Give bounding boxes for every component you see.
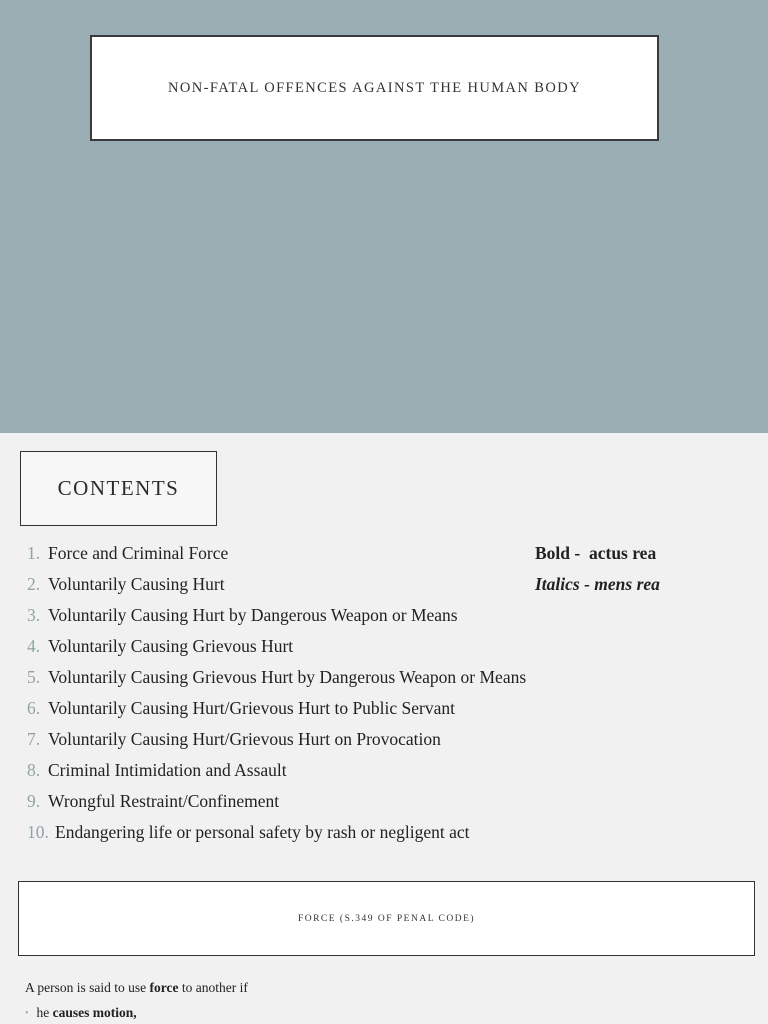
force-title-box: [18, 881, 755, 956]
list-item-number: 4.: [27, 636, 41, 656]
bullet-item: [25, 1005, 137, 1021]
list-item-text: Voluntarily Causing Hurt by Dangerous Weapon or Means: [48, 605, 458, 625]
list-item-number: 6.: [27, 698, 41, 718]
list-item-number: 10.: [27, 822, 49, 842]
bullet-text: he: [36, 1005, 53, 1020]
list-item-text: Voluntarily Causing Hurt/Grievous Hurt to Public Servant: [48, 698, 456, 718]
list-item-text: Voluntarily Causing Grievous Hurt: [48, 636, 294, 656]
bullet-bold-text: causes motion,: [52, 1005, 137, 1020]
slide-title: NON-FATAL OFFENCES AGAINST THE HUMAN BODY: [168, 79, 581, 96]
legend-bold: Bold - actus rea: [535, 543, 657, 563]
bullet-dot-icon: •: [25, 1008, 29, 1019]
legend-italic: Italics - mens rea: [535, 574, 660, 594]
list-item-text: Wrongful Restraint/Confinement: [48, 791, 280, 811]
list-item-text: Endangering life or personal safety by rash or negligent act: [55, 822, 470, 842]
paragraph-text-end: to another if: [178, 980, 248, 995]
title-box: [90, 35, 659, 141]
force-title: FORCE (S.349 OF PENAL CODE): [297, 913, 476, 924]
list-item-number: 2.: [27, 574, 41, 594]
list-item-number: 3.: [27, 605, 41, 625]
list-item-text: Force and Criminal Force: [48, 543, 229, 563]
contents-heading: CONTENTS: [57, 476, 180, 500]
list-item-number: 8.: [27, 760, 41, 780]
list-item-text: Criminal Intimidation and Assault: [48, 760, 287, 780]
paragraph-bold-term: force: [149, 980, 179, 995]
paragraph-text: A person is said to use: [25, 980, 150, 995]
list-item-number: 5.: [27, 667, 41, 687]
list-item-number: 9.: [27, 791, 41, 811]
list-item-text: Voluntarily Causing Grievous Hurt by Dangerous Weapon or Means: [48, 667, 527, 687]
force-slide: [0, 878, 768, 1024]
contents-slide: [0, 433, 768, 878]
title-slide: [0, 0, 768, 433]
list-item-text: Voluntarily Causing Hurt: [48, 574, 225, 594]
list-item-number: 1.: [27, 543, 41, 563]
contents-heading-box: [20, 451, 217, 526]
list-item-text: Voluntarily Causing Hurt/Grievous Hurt on Provocation: [48, 729, 441, 749]
list-item-number: 7.: [27, 729, 41, 749]
definition-paragraph: [25, 980, 248, 996]
